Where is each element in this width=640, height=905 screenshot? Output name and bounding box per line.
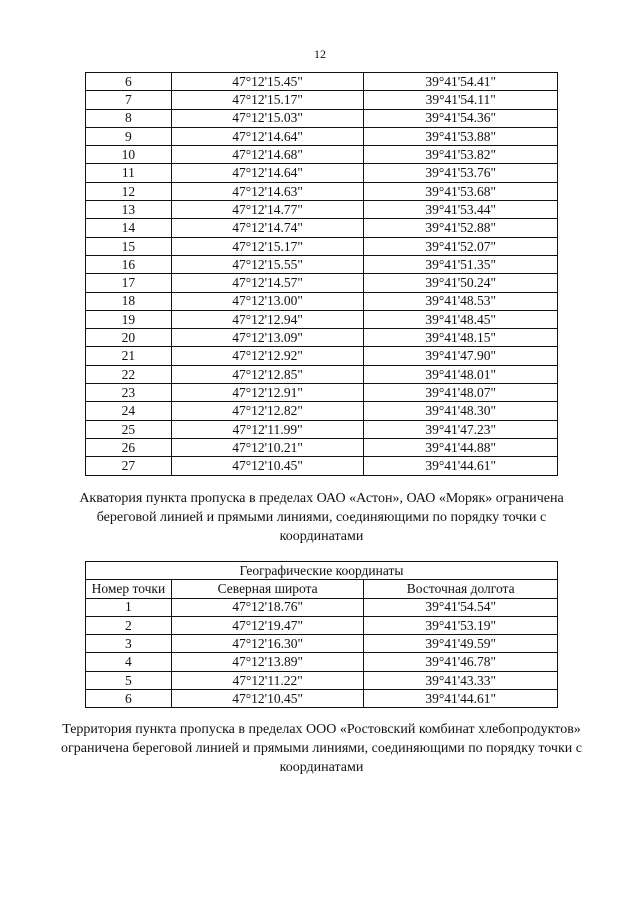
table-row bbox=[86, 127, 558, 145]
latitude-cell: 47°12'18.76" bbox=[171, 598, 364, 616]
longitude-cell: 39°41'47.23" bbox=[364, 420, 558, 438]
point-number-cell: 1 bbox=[86, 598, 172, 616]
latitude-cell: 47°12'14.68" bbox=[171, 146, 364, 164]
table-row bbox=[86, 274, 558, 292]
longitude-cell: 39°41'48.07" bbox=[364, 384, 558, 402]
longitude-cell: 39°41'49.59" bbox=[364, 635, 558, 653]
latitude-cell: 47°12'11.22" bbox=[171, 671, 364, 689]
point-number-cell: 19 bbox=[86, 310, 172, 328]
table-row bbox=[86, 310, 558, 328]
latitude-cell: 47°12'15.17" bbox=[171, 237, 364, 255]
latitude-cell: 47°12'14.63" bbox=[171, 182, 364, 200]
latitude-cell: 47°12'16.30" bbox=[171, 635, 364, 653]
latitude-cell: 47°12'12.91" bbox=[171, 384, 364, 402]
point-number-cell: 6 bbox=[86, 690, 172, 708]
point-number-cell: 17 bbox=[86, 274, 172, 292]
longitude-cell: 39°41'48.01" bbox=[364, 365, 558, 383]
table-row bbox=[86, 653, 558, 671]
table-row bbox=[86, 73, 558, 91]
point-number-cell: 15 bbox=[86, 237, 172, 255]
longitude-cell: 39°41'44.61" bbox=[364, 690, 558, 708]
latitude-cell: 47°12'14.57" bbox=[171, 274, 364, 292]
latitude-cell: 47°12'12.82" bbox=[171, 402, 364, 420]
longitude-cell: 39°41'53.19" bbox=[364, 616, 558, 634]
latitude-cell: 47°12'12.92" bbox=[171, 347, 364, 365]
latitude-cell: 47°12'14.77" bbox=[171, 201, 364, 219]
longitude-cell: 39°41'48.30" bbox=[364, 402, 558, 420]
longitude-cell: 39°41'47.90" bbox=[364, 347, 558, 365]
point-number-cell: 20 bbox=[86, 329, 172, 347]
table-row bbox=[86, 347, 558, 365]
table-row bbox=[86, 671, 558, 689]
coordinates-table-aston-moryak bbox=[85, 561, 558, 708]
table-row bbox=[86, 690, 558, 708]
longitude-cell: 39°41'44.61" bbox=[364, 457, 558, 475]
territory-description: Территория пункта пропуска в пределах ООО «Ростовский комбинат хлебопродуктов» ограничена береговой линией и прямыми линиями, соединяющими по порядку точки с координатами bbox=[61, 722, 582, 775]
longitude-cell: 39°41'44.88" bbox=[364, 438, 558, 456]
latitude-cell: 47°12'15.55" bbox=[171, 255, 364, 273]
table-row bbox=[86, 292, 558, 310]
table-row bbox=[86, 182, 558, 200]
longitude-cell: 39°41'46.78" bbox=[364, 653, 558, 671]
longitude-cell: 39°41'48.15" bbox=[364, 329, 558, 347]
latitude-cell: 47°12'10.45" bbox=[171, 457, 364, 475]
aquatory-description: Акватория пункта пропуска в пределах ОАО «Астон», ОАО «Моряк» ограничена береговой линией и прямыми линиями, соединяющими по порядку точки с координатами bbox=[79, 491, 564, 544]
latitude-cell: 47°12'13.09" bbox=[171, 329, 364, 347]
point-number-cell: 2 bbox=[86, 616, 172, 634]
latitude-cell: 47°12'19.47" bbox=[171, 616, 364, 634]
point-number-cell: 21 bbox=[86, 347, 172, 365]
point-number-cell: 10 bbox=[86, 146, 172, 164]
table-row bbox=[86, 201, 558, 219]
table-row bbox=[86, 109, 558, 127]
longitude-cell: 39°41'51.35" bbox=[364, 255, 558, 273]
longitude-cell: 39°41'48.53" bbox=[364, 292, 558, 310]
table-row bbox=[86, 237, 558, 255]
table-row bbox=[86, 420, 558, 438]
longitude-cell: 39°41'53.44" bbox=[364, 201, 558, 219]
point-number-cell: 24 bbox=[86, 402, 172, 420]
latitude-cell: 47°12'14.64" bbox=[171, 127, 364, 145]
longitude-cell: 39°41'52.88" bbox=[364, 219, 558, 237]
latitude-cell: 47°12'15.03" bbox=[171, 109, 364, 127]
longitude-cell: 39°41'53.88" bbox=[364, 127, 558, 145]
latitude-cell: 47°12'14.64" bbox=[171, 164, 364, 182]
table-row bbox=[86, 255, 558, 273]
table-row bbox=[86, 438, 558, 456]
latitude-cell: 47°12'12.85" bbox=[171, 365, 364, 383]
header-north-latitude: Северная широта bbox=[171, 580, 364, 598]
point-number-cell: 18 bbox=[86, 292, 172, 310]
header-east-longitude: Восточная долгота bbox=[364, 580, 558, 598]
latitude-cell: 47°12'10.21" bbox=[171, 438, 364, 456]
longitude-cell: 39°41'48.45" bbox=[364, 310, 558, 328]
latitude-cell: 47°12'15.17" bbox=[171, 91, 364, 109]
table-row bbox=[86, 384, 558, 402]
point-number-cell: 9 bbox=[86, 127, 172, 145]
latitude-cell: 47°12'13.00" bbox=[171, 292, 364, 310]
latitude-cell: 47°12'15.45" bbox=[171, 73, 364, 91]
table-row bbox=[86, 457, 558, 475]
longitude-cell: 39°41'54.54" bbox=[364, 598, 558, 616]
longitude-cell: 39°41'54.41" bbox=[364, 73, 558, 91]
latitude-cell: 47°12'14.74" bbox=[171, 219, 364, 237]
header-point-number: Номер точки bbox=[86, 580, 172, 598]
table-row bbox=[86, 91, 558, 109]
point-number-cell: 13 bbox=[86, 201, 172, 219]
point-number-cell: 6 bbox=[86, 73, 172, 91]
latitude-cell: 47°12'13.89" bbox=[171, 653, 364, 671]
table-row bbox=[86, 635, 558, 653]
point-number-cell: 8 bbox=[86, 109, 172, 127]
longitude-cell: 39°41'54.11" bbox=[364, 91, 558, 109]
point-number-cell: 26 bbox=[86, 438, 172, 456]
table-row bbox=[86, 365, 558, 383]
table-row bbox=[86, 402, 558, 420]
point-number-cell: 25 bbox=[86, 420, 172, 438]
table-row bbox=[86, 616, 558, 634]
point-number-cell: 16 bbox=[86, 255, 172, 273]
latitude-cell: 47°12'10.45" bbox=[171, 690, 364, 708]
point-number-cell: 14 bbox=[86, 219, 172, 237]
longitude-cell: 39°41'53.76" bbox=[364, 164, 558, 182]
table-row bbox=[86, 146, 558, 164]
point-number-cell: 3 bbox=[86, 635, 172, 653]
point-number-cell: 5 bbox=[86, 671, 172, 689]
table-row bbox=[86, 598, 558, 616]
longitude-cell: 39°41'54.36" bbox=[364, 109, 558, 127]
point-number-cell: 12 bbox=[86, 182, 172, 200]
point-number-cell: 7 bbox=[86, 91, 172, 109]
longitude-cell: 39°41'52.07" bbox=[364, 237, 558, 255]
longitude-cell: 39°41'53.68" bbox=[364, 182, 558, 200]
latitude-cell: 47°12'12.94" bbox=[171, 310, 364, 328]
table-row bbox=[86, 329, 558, 347]
point-number-cell: 22 bbox=[86, 365, 172, 383]
table-row bbox=[86, 219, 558, 237]
longitude-cell: 39°41'43.33" bbox=[364, 671, 558, 689]
point-number-cell: 4 bbox=[86, 653, 172, 671]
header-geographic-coordinates: Географические координаты bbox=[86, 562, 558, 580]
point-number-cell: 11 bbox=[86, 164, 172, 182]
latitude-cell: 47°12'11.99" bbox=[171, 420, 364, 438]
coordinates-table-continued bbox=[85, 72, 558, 476]
longitude-cell: 39°41'53.82" bbox=[364, 146, 558, 164]
page-number: 12 bbox=[314, 47, 326, 61]
longitude-cell: 39°41'50.24" bbox=[364, 274, 558, 292]
point-number-cell: 27 bbox=[86, 457, 172, 475]
table-row bbox=[86, 164, 558, 182]
point-number-cell: 23 bbox=[86, 384, 172, 402]
